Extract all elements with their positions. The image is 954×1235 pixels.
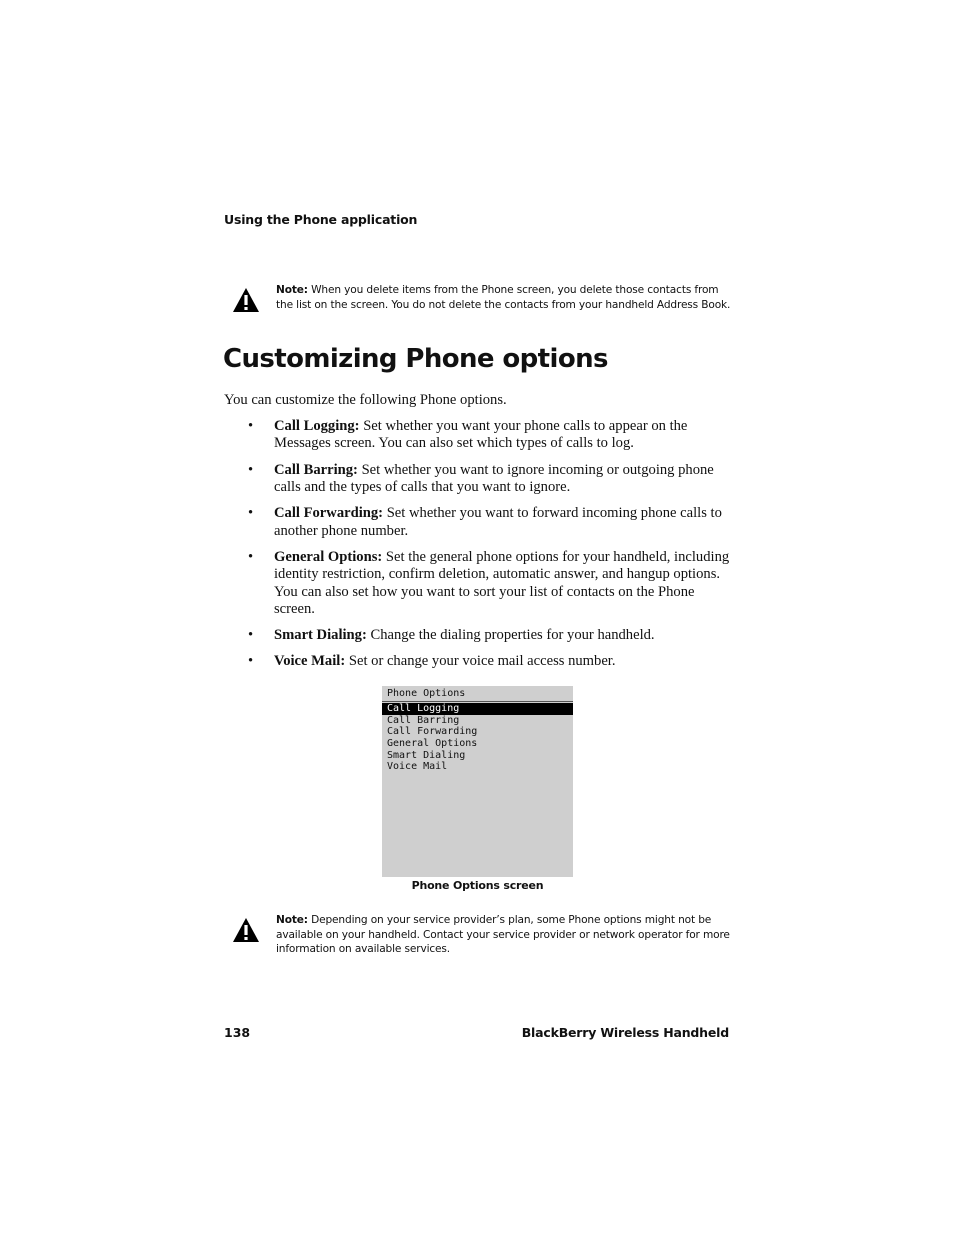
menu-item-call-barring: Call Barring <box>387 714 460 726</box>
bullet: • <box>248 627 254 644</box>
bullet: • <box>248 548 254 565</box>
warning-icon <box>232 287 262 318</box>
phone-options-list <box>248 418 738 680</box>
option-name: Smart Dialing: <box>274 627 367 644</box>
running-header: Using the Phone application <box>224 212 418 227</box>
option-name: General Options: <box>274 548 383 565</box>
menu-item-general-options: General Options <box>387 738 478 750</box>
section-title: Customizing Phone options <box>223 344 608 374</box>
menu-item-voice-mail: Voice Mail <box>387 761 448 773</box>
screen-title: Phone Options <box>387 688 466 699</box>
menu-item-call-logging: Call Logging <box>382 703 573 715</box>
note-label: Note: <box>276 284 308 296</box>
note-label: Note: <box>276 914 308 926</box>
figure-caption: Phone Options screen <box>411 879 544 892</box>
option-description: Set whether you want your phone calls to appear on the Messages screen. You can also set which types of calls to log. <box>274 418 688 452</box>
note-service-provider <box>232 913 732 957</box>
option-description: Set whether you want to ignore incoming or outgoing phone calls and the types of calls that you want to ignore. <box>274 461 714 496</box>
bullet: • <box>248 461 254 478</box>
option-name: Call Barring: <box>274 461 358 478</box>
option-description: Set the general phone options for your handheld, including identity restriction, confirm deletion, automatic answer, and hangup options. You can also set how you want to sort your list of contacts on the Phone screen. <box>274 548 730 618</box>
screen-divider <box>382 701 573 702</box>
note-delete-contacts <box>232 283 732 318</box>
book-title: BlackBerry Wireless Handheld <box>521 1025 729 1040</box>
bullet: • <box>248 653 254 670</box>
bullet: • <box>248 505 254 522</box>
note-body: Depending on your service provider’s plan, some Phone options might not be available on your handheld. Contact your service provider or network operator for more information on available services. <box>276 914 730 955</box>
option-name: Call Logging: <box>274 418 360 434</box>
option-description: Set whether you want to forward incoming phone calls to another phone number. <box>274 505 722 539</box>
list-item <box>248 653 738 670</box>
list-item <box>248 549 738 619</box>
list-item <box>248 462 738 497</box>
note-text <box>276 913 732 957</box>
option-name: Call Forwarding: <box>274 505 384 522</box>
phone-options-screenshot <box>382 686 573 877</box>
note-body: When you delete items from the Phone screen, you delete those contacts from the list on the screen. You do not delete the contacts from your handheld Address Book. <box>276 284 731 311</box>
note-text <box>276 283 732 312</box>
page-number: 138 <box>224 1025 251 1040</box>
intro-paragraph: You can customize the following Phone options. <box>224 392 507 408</box>
list-item <box>248 418 738 453</box>
warning-icon <box>232 917 262 948</box>
bullet: • <box>248 418 254 434</box>
screen-menu <box>382 703 573 773</box>
list-item <box>248 627 738 644</box>
option-description: Change the dialing properties for your handheld. <box>366 627 655 644</box>
list-item <box>248 505 738 540</box>
menu-item-call-forwarding: Call Forwarding <box>387 726 478 738</box>
option-name: Voice Mail: <box>274 653 346 670</box>
menu-item-smart-dialing: Smart Dialing <box>387 749 466 761</box>
option-description: Set or change your voice mail access number. <box>345 653 616 670</box>
